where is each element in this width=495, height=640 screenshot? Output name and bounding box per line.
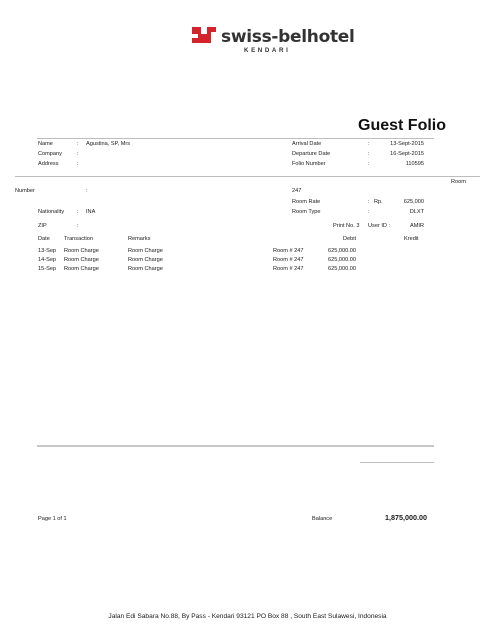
row-room: Room # 247 [273,248,304,254]
room-number-value: 247 [292,188,302,194]
row-room: Room # 247 [273,266,304,272]
document-title: Guest Folio [358,117,446,134]
total-underline [360,462,434,463]
row-transaction: Room Charge [64,248,99,254]
user-id-label: User ID : [368,223,391,229]
print-number: Print No. 3 [333,223,360,229]
name-label: Name [38,141,53,147]
colon: : [77,151,79,157]
col-date-header: Date [38,236,50,242]
company-label: Company [38,151,62,157]
colon: : [77,141,79,147]
brand-name: swiss-belhotel [221,27,355,47]
row-date: 13-Sep [38,248,57,254]
hotel-logo-icon [190,24,218,46]
colon: : [368,151,370,157]
rate-label: Room Rate [292,199,321,205]
colon: : [368,161,370,167]
brand-location: KENDARI [244,47,291,54]
info-divider [15,176,480,177]
row-debit: 625,000.00 [328,257,356,263]
user-id-value: AMIR [410,223,424,229]
col-kredit-header: Kredit [404,236,419,242]
room-type-label: Room Type [292,209,321,215]
row-room: Room # 247 [273,257,304,263]
row-transaction: Room Charge [64,257,99,263]
colon: : [86,188,88,194]
row-debit: 625,000.00 [328,248,356,254]
col-transaction-header: Transaction [64,236,94,242]
colon: : [77,223,79,229]
nationality-label: Nationality [38,209,65,215]
page-number: Page 1 of 1 [38,516,67,522]
room-type-value: DLXT [409,209,424,215]
row-debit: 625,000.00 [328,266,356,272]
balance-label: Balance [312,516,333,522]
number-label: Number [15,188,35,194]
folio-label: Folio Number [292,161,326,167]
balance-value: 1,875,000.00 [385,513,427,522]
arrival-label: Arrival Date [292,141,322,147]
colon: : [368,199,370,205]
nationality-value: INA [86,209,96,215]
folio-value: 110595 [405,161,424,167]
colon: : [368,209,370,215]
rate-currency: Rp. [374,199,383,205]
arrival-value: 13-Sept-2015 [390,141,424,147]
colon: : [368,141,370,147]
departure-value: 16-Sept-2015 [390,151,424,157]
address-label: Address [38,161,59,167]
row-remarks: Room Charge [128,248,163,254]
departure-label: Departure Date [292,151,331,157]
row-transaction: Room Charge [64,266,99,272]
rate-value: 625,000 [403,199,424,205]
col-remarks-header: Remarks [128,236,151,242]
colon: : [77,161,79,167]
row-remarks: Room Charge [128,257,163,263]
zip-label: ZIP [38,223,47,229]
table-bottom-divider [37,445,434,447]
col-debit-header: Debit [342,236,356,242]
name-value: Agustina, SP, Mrs [86,141,131,147]
row-date: 14-Sep [38,257,57,263]
header-divider [37,138,434,139]
hotel-address: Jalan Edi Sabara No.88, By Pass - Kendari 93121 PO Box 88 , South East Sulawesi, Indonesia [108,613,387,620]
row-remarks: Room Charge [128,266,163,272]
colon: : [77,209,79,215]
room-label: Room [451,179,466,185]
row-date: 15-Sep [38,266,57,272]
